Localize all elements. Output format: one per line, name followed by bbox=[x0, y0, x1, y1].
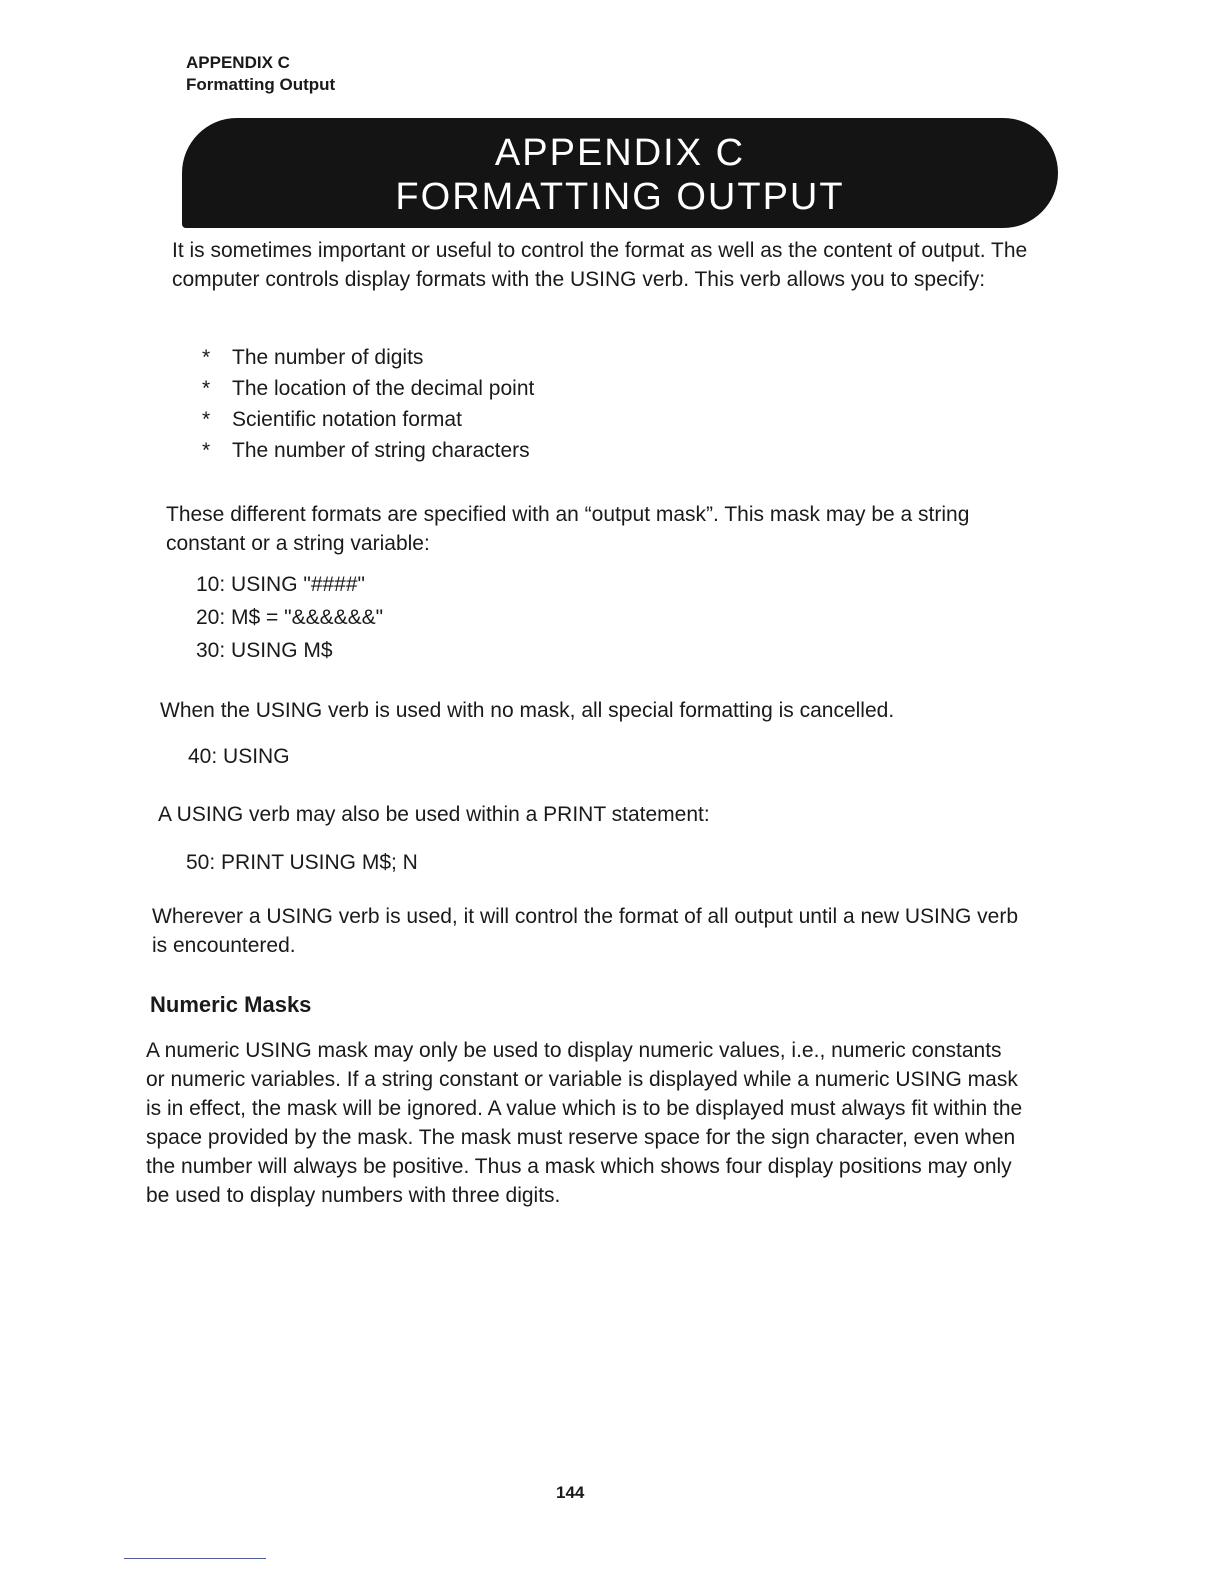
numeric-masks-paragraph: A numeric USING mask may only be used to display numeric values, i.e., numeric constants or numeric variables. If a string constant or variable is displayed while a numeric USING mask is in effect, the mask will be ignored. A value which is to be displayed must always fit within the space provided by the mask. The mask must reserve space for the sign character, even when the number will always be positive. Thus a mask which shows four display positions may only be used to display numbers with three digits. bbox=[146, 1039, 1023, 1207]
code-line: 30: USING M$ bbox=[196, 639, 333, 662]
list-item: * Scientific notation format bbox=[202, 404, 534, 435]
running-header-title: Formatting Output bbox=[186, 75, 336, 94]
page-number: 144 bbox=[556, 1483, 585, 1502]
chapter-banner bbox=[182, 118, 1058, 228]
asterisk-icon: * bbox=[202, 408, 211, 431]
code-line-50: 50: PRINT USING M$; N bbox=[186, 851, 418, 874]
code-line-40: 40: USING bbox=[188, 745, 290, 768]
print-paragraph: A USING verb may also be used within a PRINT statement: bbox=[158, 803, 710, 826]
bullet-list bbox=[202, 342, 534, 466]
section-heading: Numeric Masks bbox=[150, 992, 312, 1017]
banner-appendix: APPENDIX C bbox=[494, 132, 746, 174]
list-item: * The number of string characters bbox=[202, 435, 534, 466]
code-block-1 bbox=[196, 568, 383, 667]
list-item: * The location of the decimal point bbox=[202, 373, 534, 404]
no-mask-paragraph: When the USING verb is used with no mask, all special formatting is cancelled. bbox=[160, 699, 895, 722]
asterisk-icon: * bbox=[202, 377, 211, 400]
asterisk-icon: * bbox=[202, 439, 211, 462]
banner-title: FORMATTING OUTPUT bbox=[395, 176, 845, 218]
wherever-paragraph: Wherever a USING verb is used, it will control the format of all output until a new USING verb is encountered. bbox=[152, 905, 1019, 957]
asterisk-icon: * bbox=[202, 346, 211, 369]
list-item: * The number of digits bbox=[202, 342, 534, 373]
running-header bbox=[186, 52, 335, 96]
mask-paragraph: These different formats are specified with an “output mask”. This mask may be a string constant or a string variable: bbox=[166, 503, 970, 555]
code-line: 10: USING "####" bbox=[196, 573, 365, 596]
code-line: 20: M$ = "&&&&&&" bbox=[196, 606, 384, 629]
running-header-appendix: APPENDIX C bbox=[186, 53, 290, 72]
footer-rule bbox=[124, 1558, 266, 1559]
intro-paragraph: It is sometimes important or useful to control the format as well as the content of output. The computer controls display formats with the USING verb. This verb allows you to specify: bbox=[172, 239, 1028, 291]
